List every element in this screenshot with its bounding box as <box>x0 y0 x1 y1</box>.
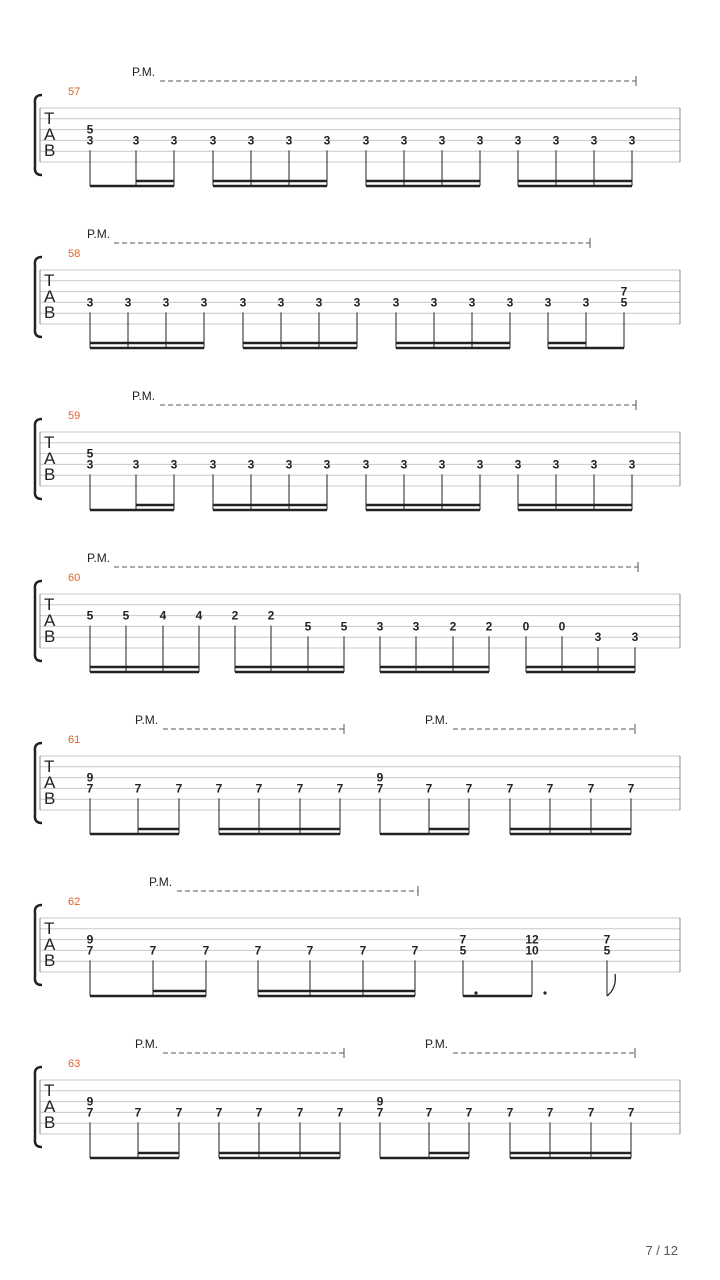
fret-number: 7 <box>175 1105 183 1120</box>
fret-number: 9 <box>86 932 94 947</box>
tab-system <box>35 551 680 672</box>
fret-number: 3 <box>247 457 255 472</box>
fret-number: 7 <box>254 943 262 958</box>
fret-number: 3 <box>86 133 94 148</box>
palm-mute-label: P.M. <box>132 389 156 403</box>
fret-number: 3 <box>628 133 636 148</box>
fret-number: 3 <box>392 295 400 310</box>
tab-system <box>35 1037 680 1158</box>
fret-number: 3 <box>362 133 370 148</box>
system-bracket <box>35 905 42 985</box>
system-bracket <box>35 1067 42 1147</box>
fret-number: 3 <box>277 295 285 310</box>
fret-number: 7 <box>134 1105 142 1120</box>
fret-number: 5 <box>620 295 628 310</box>
tab-clef-letter: A <box>44 287 56 306</box>
fret-number: 3 <box>376 619 384 634</box>
fret-number: 3 <box>582 295 590 310</box>
fret-number: 7 <box>425 1105 433 1120</box>
fret-number: 7 <box>459 932 467 947</box>
fret-number: 3 <box>285 457 293 472</box>
fret-number: 7 <box>86 943 94 958</box>
fret-number: 3 <box>476 133 484 148</box>
fret-number: 7 <box>506 1105 514 1120</box>
fret-number: 3 <box>239 295 247 310</box>
fret-number: 3 <box>124 295 132 310</box>
tab-clef-letter: T <box>44 1081 55 1100</box>
fret-number: 2 <box>449 619 457 634</box>
fret-number: 7 <box>627 1105 635 1120</box>
fret-number: 7 <box>620 284 628 299</box>
measure-number: 59 <box>68 410 81 422</box>
fret-number: 7 <box>587 1105 595 1120</box>
fret-number: 2 <box>485 619 493 634</box>
fret-number: 3 <box>430 295 438 310</box>
fret-number: 3 <box>132 457 140 472</box>
fret-number: 3 <box>323 457 331 472</box>
system-bracket <box>35 257 42 337</box>
fret-number: 7 <box>546 1105 554 1120</box>
fret-number: 5 <box>459 943 467 958</box>
system-bracket <box>35 95 42 175</box>
fret-number: 9 <box>86 770 94 785</box>
fret-number: 7 <box>296 1105 304 1120</box>
fret-number: 9 <box>376 770 384 785</box>
fret-number: 3 <box>514 133 522 148</box>
fret-number: 9 <box>376 1094 384 1109</box>
fret-number: 9 <box>86 1094 94 1109</box>
tab-clef-letter: T <box>44 271 55 290</box>
fret-number: 5 <box>603 943 611 958</box>
fret-number: 7 <box>359 943 367 958</box>
fret-number: 3 <box>412 619 420 634</box>
fret-number: 7 <box>336 1105 344 1120</box>
tab-system <box>35 227 680 348</box>
fret-number: 7 <box>306 943 314 958</box>
measure-number: 63 <box>68 1058 81 1070</box>
fret-number: 3 <box>552 133 560 148</box>
fret-number: 3 <box>209 457 217 472</box>
fret-number: 3 <box>438 133 446 148</box>
fret-number: 3 <box>323 133 331 148</box>
fret-number: 5 <box>86 122 94 137</box>
fret-number: 7 <box>255 781 263 796</box>
fret-number: 3 <box>438 457 446 472</box>
tab-clef-letter: A <box>44 1097 56 1116</box>
fret-number: 7 <box>546 781 554 796</box>
palm-mute-label: P.M. <box>135 713 159 727</box>
fret-number: 3 <box>170 133 178 148</box>
fret-number: 7 <box>603 932 611 947</box>
duration-dot <box>474 991 477 994</box>
fret-number: 3 <box>590 133 598 148</box>
measure-number: 57 <box>68 86 81 98</box>
fret-number: 3 <box>590 457 598 472</box>
fret-number: 7 <box>175 781 183 796</box>
tab-system <box>35 875 680 996</box>
page-indicator: 7 / 12 <box>645 1243 678 1258</box>
tab-clef-letter: B <box>44 789 56 808</box>
fret-number: 7 <box>336 781 344 796</box>
fret-number: 10 <box>525 943 539 958</box>
palm-mute-label: P.M. <box>132 65 156 79</box>
fret-number: 5 <box>86 446 94 461</box>
fret-number: 2 <box>267 608 275 623</box>
fret-number: 3 <box>86 295 94 310</box>
fret-number: 7 <box>465 781 473 796</box>
fret-number: 7 <box>587 781 595 796</box>
fret-number: 7 <box>255 1105 263 1120</box>
fret-number: 5 <box>340 619 348 634</box>
fret-number: 7 <box>134 781 142 796</box>
fret-number: 3 <box>86 457 94 472</box>
tab-clef-letter: T <box>44 595 55 614</box>
fret-number: 7 <box>376 1105 384 1120</box>
fret-number: 3 <box>468 295 476 310</box>
tab-clef-letter: A <box>44 935 56 954</box>
fret-number: 7 <box>411 943 419 958</box>
fret-number: 3 <box>353 295 361 310</box>
fret-number: 3 <box>200 295 208 310</box>
tab-clef-letter: B <box>44 1113 56 1132</box>
fret-number: 12 <box>525 932 539 947</box>
fret-number: 5 <box>86 608 94 623</box>
tab-clef-letter: A <box>44 449 56 468</box>
fret-number: 3 <box>552 457 560 472</box>
tab-clef-letter: T <box>44 757 55 776</box>
fret-number: 3 <box>631 630 639 645</box>
tab-clef-letter: T <box>44 109 55 128</box>
tab-clef-letter: B <box>44 951 56 970</box>
fret-number: 3 <box>514 457 522 472</box>
system-bracket <box>35 419 42 499</box>
fret-number: 7 <box>202 943 210 958</box>
fret-number: 3 <box>285 133 293 148</box>
palm-mute-label: P.M. <box>87 227 111 241</box>
measure-number: 58 <box>68 248 81 260</box>
fret-number: 7 <box>376 781 384 796</box>
duration-dot <box>543 991 546 994</box>
fret-number: 3 <box>506 295 514 310</box>
tab-clef-letter: B <box>44 627 56 646</box>
fret-number: 7 <box>465 1105 473 1120</box>
tab-clef-letter: A <box>44 125 56 144</box>
fret-number: 3 <box>400 133 408 148</box>
fret-number: 5 <box>122 608 130 623</box>
fret-number: 3 <box>209 133 217 148</box>
palm-mute-label: P.M. <box>425 713 449 727</box>
fret-number: 3 <box>400 457 408 472</box>
fret-number: 3 <box>476 457 484 472</box>
palm-mute-label: P.M. <box>149 875 173 889</box>
tab-system <box>35 389 680 510</box>
palm-mute-label: P.M. <box>425 1037 449 1051</box>
tab-clef-letter: B <box>44 465 56 484</box>
tab-system <box>35 713 680 834</box>
fret-number: 3 <box>170 457 178 472</box>
measure-number: 62 <box>68 896 81 908</box>
measure-number: 60 <box>68 572 81 584</box>
fret-number: 3 <box>132 133 140 148</box>
fret-number: 3 <box>162 295 170 310</box>
fret-number: 7 <box>296 781 304 796</box>
measure-number: 61 <box>68 734 81 746</box>
fret-number: 3 <box>315 295 323 310</box>
tab-system <box>35 65 680 186</box>
palm-mute-label: P.M. <box>135 1037 159 1051</box>
note-flag <box>607 974 615 996</box>
tab-clef-letter: T <box>44 433 55 452</box>
fret-number: 3 <box>247 133 255 148</box>
tab-clef-letter: B <box>44 141 56 160</box>
palm-mute-label: P.M. <box>87 551 111 565</box>
fret-number: 2 <box>231 608 239 623</box>
fret-number: 0 <box>522 619 530 634</box>
fret-number: 7 <box>215 781 223 796</box>
tab-clef-letter: A <box>44 773 56 792</box>
fret-number: 5 <box>304 619 312 634</box>
fret-number: 4 <box>195 608 203 623</box>
fret-number: 7 <box>506 781 514 796</box>
fret-number: 7 <box>86 781 94 796</box>
fret-number: 0 <box>558 619 566 634</box>
fret-number: 4 <box>159 608 167 623</box>
system-bracket <box>35 581 42 661</box>
fret-number: 7 <box>215 1105 223 1120</box>
tab-clef-letter: A <box>44 611 56 630</box>
fret-number: 7 <box>425 781 433 796</box>
fret-number: 7 <box>86 1105 94 1120</box>
fret-number: 7 <box>627 781 635 796</box>
fret-number: 3 <box>362 457 370 472</box>
fret-number: 3 <box>628 457 636 472</box>
system-bracket <box>35 743 42 823</box>
fret-number: 3 <box>544 295 552 310</box>
tab-clef-letter: B <box>44 303 56 322</box>
tab-clef-letter: T <box>44 919 55 938</box>
fret-number: 3 <box>594 630 602 645</box>
fret-number: 7 <box>149 943 157 958</box>
